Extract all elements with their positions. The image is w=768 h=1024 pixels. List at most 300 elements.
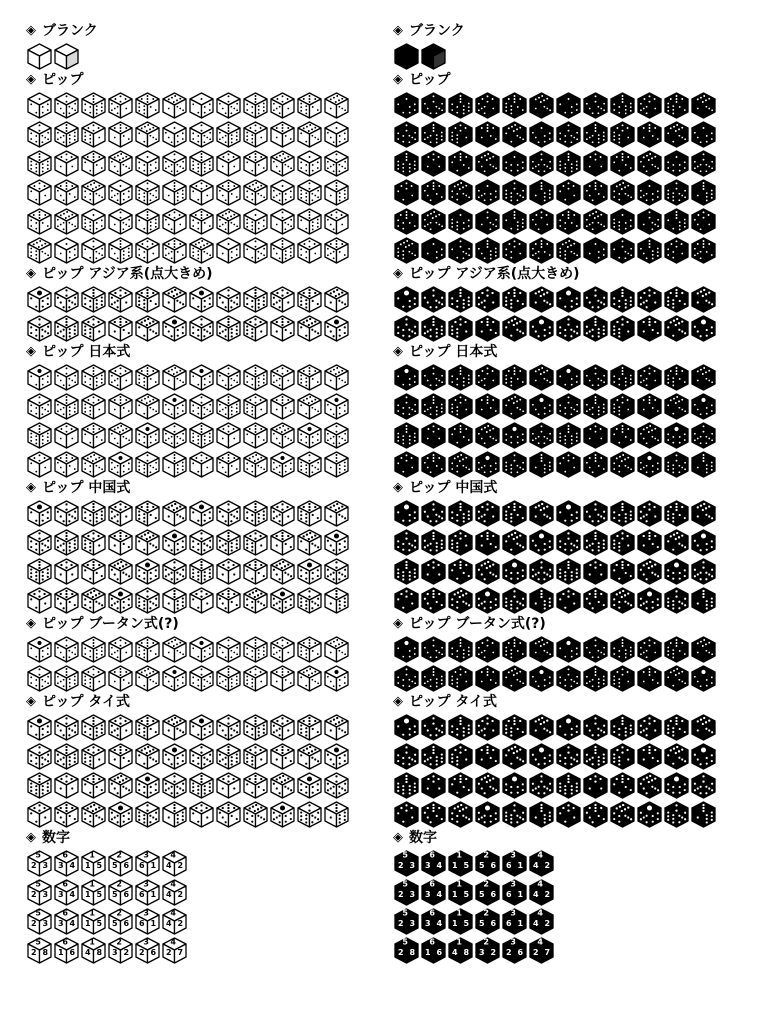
- die: [582, 149, 609, 178]
- die: [53, 42, 80, 71]
- die: [215, 421, 242, 450]
- die: [80, 664, 107, 693]
- die: [26, 557, 53, 586]
- svg-text:5: 5: [35, 850, 41, 860]
- die: [53, 557, 80, 586]
- die: [474, 421, 501, 450]
- die: [420, 285, 447, 314]
- die: [296, 713, 323, 742]
- die: [474, 586, 501, 615]
- die: [528, 557, 555, 586]
- svg-text:6: 6: [62, 850, 68, 860]
- die: [447, 450, 474, 479]
- section-title: [393, 479, 763, 497]
- die: [528, 635, 555, 664]
- die: [636, 120, 663, 149]
- die: [26, 713, 53, 742]
- die: [663, 207, 690, 236]
- die: [188, 91, 215, 120]
- die: [53, 421, 80, 450]
- die: [53, 771, 80, 800]
- dice-grid-asian: [26, 285, 396, 343]
- die: [323, 149, 350, 178]
- die: [269, 586, 296, 615]
- die: [393, 450, 420, 479]
- die: [107, 363, 134, 392]
- die: [269, 285, 296, 314]
- die: [134, 586, 161, 615]
- die: [420, 713, 447, 742]
- die: [663, 664, 690, 693]
- die: [161, 907, 188, 936]
- die: [134, 236, 161, 265]
- die: [134, 936, 161, 965]
- svg-text:8: 8: [96, 948, 103, 958]
- die: [188, 314, 215, 343]
- die: [555, 499, 582, 528]
- die: [447, 120, 474, 149]
- diamond-icon: ◈: [26, 616, 36, 631]
- die: [26, 907, 53, 936]
- die: [663, 499, 690, 528]
- die: [690, 178, 717, 207]
- die: [107, 421, 134, 450]
- die: [296, 635, 323, 664]
- die: [447, 314, 474, 343]
- die: [107, 236, 134, 265]
- die: [420, 178, 447, 207]
- die: [582, 314, 609, 343]
- die: [26, 586, 53, 615]
- dice-grid-japanese: [26, 363, 396, 479]
- die: [447, 285, 474, 314]
- die: [161, 207, 188, 236]
- die: [242, 421, 269, 450]
- die: [528, 120, 555, 149]
- die: [636, 178, 663, 207]
- die: [26, 392, 53, 421]
- die: [269, 207, 296, 236]
- die: [296, 421, 323, 450]
- die: [555, 713, 582, 742]
- die: [242, 236, 269, 265]
- die: [161, 878, 188, 907]
- die: [53, 742, 80, 771]
- die: [269, 314, 296, 343]
- die: [474, 907, 501, 936]
- die: [393, 635, 420, 664]
- die: [636, 285, 663, 314]
- die: [447, 771, 474, 800]
- section-title: [26, 829, 396, 847]
- die: [107, 635, 134, 664]
- die: [107, 528, 134, 557]
- svg-text:4: 4: [170, 908, 176, 918]
- die: [161, 314, 188, 343]
- die: [134, 314, 161, 343]
- die: [663, 557, 690, 586]
- die: [663, 363, 690, 392]
- die: [161, 120, 188, 149]
- die: [501, 635, 528, 664]
- die: [636, 635, 663, 664]
- die: [215, 120, 242, 149]
- dice-grid-western: [393, 91, 763, 265]
- svg-text:4: 4: [69, 919, 76, 929]
- die: [215, 800, 242, 829]
- svg-text:5: 5: [96, 890, 103, 900]
- die: [26, 936, 53, 965]
- dice-grid-bhutan: [393, 635, 763, 693]
- die: [393, 907, 420, 936]
- die: [609, 236, 636, 265]
- svg-text:3: 3: [57, 861, 64, 871]
- die: [26, 878, 53, 907]
- die: [609, 120, 636, 149]
- die: [80, 528, 107, 557]
- section-label: ピップ 日本式: [409, 344, 498, 360]
- die: [447, 363, 474, 392]
- die: [474, 363, 501, 392]
- die: [107, 120, 134, 149]
- die: [447, 664, 474, 693]
- die: [26, 42, 53, 71]
- die: [690, 771, 717, 800]
- die: [582, 91, 609, 120]
- svg-text:6: 6: [123, 890, 130, 900]
- die: [323, 363, 350, 392]
- svg-text:1: 1: [84, 861, 91, 871]
- die: [107, 713, 134, 742]
- die: [501, 713, 528, 742]
- dice-grid-western: [26, 91, 396, 265]
- dice-grid-blank: [393, 42, 763, 71]
- diamond-icon: ◈: [393, 830, 403, 845]
- die: [161, 771, 188, 800]
- die: [269, 421, 296, 450]
- dice-grid-japanese: [393, 363, 763, 479]
- die: [690, 713, 717, 742]
- die: [501, 800, 528, 829]
- die: [609, 635, 636, 664]
- die: [447, 149, 474, 178]
- die: [690, 635, 717, 664]
- die: [420, 392, 447, 421]
- die: [636, 586, 663, 615]
- die: [323, 285, 350, 314]
- die: [582, 178, 609, 207]
- die: [609, 664, 636, 693]
- die: [447, 878, 474, 907]
- die: [188, 771, 215, 800]
- die: [420, 120, 447, 149]
- die: [582, 363, 609, 392]
- die: [161, 421, 188, 450]
- die: [26, 771, 53, 800]
- die: [609, 178, 636, 207]
- die: [582, 742, 609, 771]
- die: [690, 450, 717, 479]
- die: [242, 499, 269, 528]
- die: [555, 207, 582, 236]
- die: [555, 635, 582, 664]
- die: [296, 800, 323, 829]
- die: [107, 207, 134, 236]
- die: [582, 771, 609, 800]
- die: [161, 363, 188, 392]
- diamond-icon: ◈: [393, 694, 403, 709]
- die: [555, 421, 582, 450]
- die: [609, 450, 636, 479]
- die: [323, 178, 350, 207]
- diamond-icon: ◈: [26, 344, 36, 359]
- die: [323, 557, 350, 586]
- die: [447, 91, 474, 120]
- die: [420, 557, 447, 586]
- die: [609, 363, 636, 392]
- dice-grid-blank: [26, 42, 396, 71]
- die: [501, 450, 528, 479]
- die: [53, 499, 80, 528]
- svg-text:4: 4: [165, 890, 172, 900]
- die: [501, 936, 528, 965]
- die: [215, 664, 242, 693]
- diamond-icon: ◈: [26, 480, 36, 495]
- die: [161, 528, 188, 557]
- die: [501, 120, 528, 149]
- die: [215, 713, 242, 742]
- die: [26, 91, 53, 120]
- section-title: [393, 71, 763, 89]
- die: [107, 91, 134, 120]
- die: [663, 771, 690, 800]
- die: [161, 713, 188, 742]
- die: [53, 363, 80, 392]
- die: [134, 849, 161, 878]
- die: [501, 363, 528, 392]
- die: [663, 586, 690, 615]
- die: [53, 285, 80, 314]
- die: [26, 149, 53, 178]
- svg-text:5: 5: [35, 879, 41, 889]
- die: [393, 178, 420, 207]
- die: [161, 236, 188, 265]
- die: [296, 528, 323, 557]
- die: [296, 450, 323, 479]
- die: [501, 849, 528, 878]
- die: [269, 771, 296, 800]
- svg-text:6: 6: [138, 861, 145, 871]
- die: [269, 713, 296, 742]
- svg-text:4: 4: [170, 879, 176, 889]
- die: [393, 936, 420, 965]
- die: [420, 878, 447, 907]
- die: [690, 586, 717, 615]
- section-title: [393, 343, 763, 361]
- die: [242, 450, 269, 479]
- die: [393, 557, 420, 586]
- svg-text:6: 6: [150, 948, 157, 958]
- section-title: [26, 343, 396, 361]
- die: [555, 178, 582, 207]
- die: [555, 742, 582, 771]
- die: [420, 936, 447, 965]
- die: [188, 528, 215, 557]
- die: [107, 392, 134, 421]
- die: [582, 557, 609, 586]
- section-title: [26, 265, 396, 283]
- die: [393, 207, 420, 236]
- die: [53, 664, 80, 693]
- die: [474, 528, 501, 557]
- die: [663, 120, 690, 149]
- die: [447, 800, 474, 829]
- die: [80, 878, 107, 907]
- die: [134, 713, 161, 742]
- die: [393, 528, 420, 557]
- die: [188, 499, 215, 528]
- die: [215, 91, 242, 120]
- die: [161, 742, 188, 771]
- svg-text:3: 3: [42, 890, 49, 900]
- die: [26, 236, 53, 265]
- die: [80, 236, 107, 265]
- die: [555, 586, 582, 615]
- die: [609, 91, 636, 120]
- die: [420, 849, 447, 878]
- die: [609, 800, 636, 829]
- section-label: ブランク: [42, 23, 98, 39]
- die: [188, 178, 215, 207]
- die: [215, 557, 242, 586]
- die: [134, 635, 161, 664]
- die: [663, 392, 690, 421]
- die: [636, 207, 663, 236]
- section-label: 数字: [42, 830, 70, 846]
- svg-text:4: 4: [170, 850, 176, 860]
- svg-text:5: 5: [111, 919, 118, 929]
- die: [501, 907, 528, 936]
- section-label: ブランク: [409, 23, 465, 39]
- section-title: [26, 22, 396, 40]
- diamond-icon: ◈: [26, 266, 36, 281]
- section-label: 数字: [409, 830, 437, 846]
- die: [269, 91, 296, 120]
- die: [393, 392, 420, 421]
- die: [161, 499, 188, 528]
- die: [26, 285, 53, 314]
- die: [609, 528, 636, 557]
- die: [528, 936, 555, 965]
- die: [690, 149, 717, 178]
- die: [161, 285, 188, 314]
- die: [447, 178, 474, 207]
- die: [161, 635, 188, 664]
- svg-text:2: 2: [177, 890, 184, 900]
- section-title: [26, 479, 396, 497]
- die: [501, 664, 528, 693]
- die: [420, 421, 447, 450]
- svg-text:4: 4: [84, 948, 91, 958]
- die: [393, 421, 420, 450]
- die: [609, 207, 636, 236]
- die: [393, 849, 420, 878]
- die: [242, 713, 269, 742]
- die: [269, 557, 296, 586]
- die: [528, 907, 555, 936]
- die: [323, 713, 350, 742]
- die: [690, 392, 717, 421]
- die: [555, 236, 582, 265]
- die: [323, 120, 350, 149]
- die: [393, 149, 420, 178]
- die: [296, 149, 323, 178]
- die: [393, 120, 420, 149]
- die: [420, 450, 447, 479]
- die: [26, 800, 53, 829]
- die: [555, 149, 582, 178]
- die: [188, 800, 215, 829]
- die: [107, 742, 134, 771]
- section-title: [26, 693, 396, 711]
- die: [188, 207, 215, 236]
- svg-text:1: 1: [150, 861, 157, 871]
- die: [690, 528, 717, 557]
- die: [53, 800, 80, 829]
- die: [26, 664, 53, 693]
- die: [528, 849, 555, 878]
- die: [582, 236, 609, 265]
- die: [188, 236, 215, 265]
- section-title: [393, 22, 763, 40]
- die: [636, 236, 663, 265]
- die: [269, 742, 296, 771]
- svg-text:1: 1: [89, 908, 95, 918]
- svg-text:6: 6: [62, 937, 68, 947]
- die: [215, 528, 242, 557]
- die: [296, 557, 323, 586]
- section-label: ピップ ブータン式(?): [42, 616, 179, 632]
- die: [420, 907, 447, 936]
- die: [501, 149, 528, 178]
- die: [26, 363, 53, 392]
- die: [215, 586, 242, 615]
- die: [134, 392, 161, 421]
- die: [690, 742, 717, 771]
- die: [420, 149, 447, 178]
- diamond-icon: ◈: [393, 344, 403, 359]
- die: [242, 528, 269, 557]
- die: [555, 392, 582, 421]
- die: [474, 207, 501, 236]
- die: [134, 664, 161, 693]
- die: [420, 742, 447, 771]
- die: [690, 800, 717, 829]
- svg-text:4: 4: [69, 861, 76, 871]
- die: [420, 42, 447, 71]
- die: [242, 149, 269, 178]
- svg-text:2: 2: [30, 948, 37, 958]
- die: [609, 771, 636, 800]
- die: [636, 363, 663, 392]
- svg-text:1: 1: [89, 937, 95, 947]
- dice-grid-thai: [26, 713, 396, 829]
- die: [323, 207, 350, 236]
- die: [663, 635, 690, 664]
- die: [107, 800, 134, 829]
- die: [474, 314, 501, 343]
- svg-text:1: 1: [57, 948, 64, 958]
